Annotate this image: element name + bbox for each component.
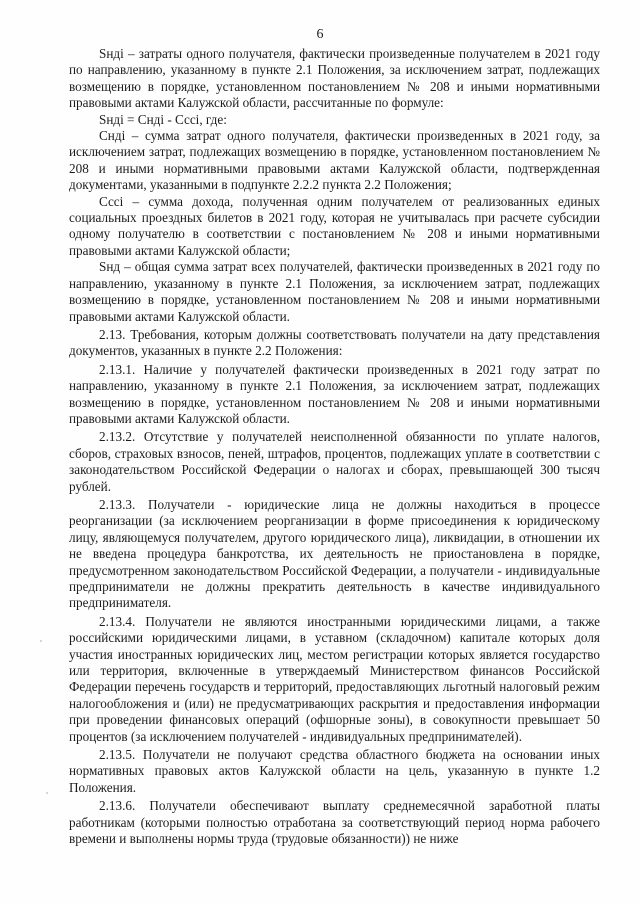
scan-speck <box>46 792 48 794</box>
paragraph-2-13-2: 2.13.2. Отсутствие у получателей неисполненной обязанности по уплате налогов, сборов, страховых взносов, пеней, штрафов, процентов, подлежащих уплате в соответствии с законодательством Российской Федерации о налогах и сборах, превышающей 300 тысяч рублей. <box>69 429 600 494</box>
scan-speck <box>40 640 42 642</box>
paragraph-2-13-6: 2.13.6. Получатели обеспечивают выплату среднемесячной заработной платы работникам (которыми полностью отработана за соответствующий период норма рабочего времени и выполнены нормы труда (трудовые обязанности)) не ниже <box>69 798 600 847</box>
paragraph-2-13: 2.13. Требования, которым должны соответствовать получатели на дату представления документов, указанных в пункте 2.2 Положения: <box>69 326 600 359</box>
paragraph-cnd-i-definition: Снді – сумма затрат одного получателя, фактически произведенных в 2021 году, за исключением затрат, подлежащих возмещению в порядке, установленном постановлением № 208 и иными нормативными правовыми актами Калужской области, подтвержденная документами, указанными в подпункте 2.2.2 пункта 2.2 Положения; <box>69 128 600 193</box>
paragraph-snd-definition: Sнд – общая сумма затрат всех получателей, фактически произведенных в 2021 году по направлению, указанному в пункте 2.1 Положения, за исключением затрат, подлежащих возмещению в порядке, установленном постановлением № 208 и иными нормативными правовыми актами Калужской области. <box>69 259 600 324</box>
paragraph-formula: Sнді = Снді - Сссі, где: <box>99 111 227 127</box>
paragraph-2-13-5: 2.13.5. Получатели не получают средства областного бюджета на основании иных нормативных правовых актов Калужской области на цель, указанную в пункте 1.2 Положения. <box>69 747 600 795</box>
paragraph-2-13-3: 2.13.3. Получатели - юридические лица не должны находиться в процессе реорганизации (за исключением реорганизации в форме присоединения к юридическому лицу, являющемуся получателем, другого юридического лица), ликвидации, в отношении их не введена процедура банкротства, их деятельность не приостановлена в порядке, предусмотренном законодательством Российской Федерации, а получатели - индивидуальные предприниматели не должны прекратить деятельность в качестве индивидуального предпринимателя. <box>69 496 600 611</box>
page-number: 6 <box>316 27 324 42</box>
document-body <box>69 46 600 848</box>
paragraph-2-13-1: 2.13.1. Наличие у получателей фактически произведенных в 2021 году затрат по направлению, указанному в пункте 2.1 Положения, за исключением затрат, подлежащих возмещению в порядке, установленном постановлением № 208 и иными нормативными правовыми актами Калужской области. <box>69 361 600 426</box>
paragraph-snd-i-definition: Sнді – затраты одного получателя, фактически произведенные получателем в 2021 году по направлению, указанному в пункте 2.1 Положения, за исключением затрат, подлежащих возмещению в порядке, установленном постановлением № 208 и иными нормативными правовыми актами Калужской области, рассчитанные по формуле: <box>69 46 600 111</box>
paragraph-2-13-4: 2.13.4. Получатели не являются иностранными юридическими лицами, а также российскими юридическими лицами, в уставном (складочном) капитале которых доля участия иностранных юридических лиц, местом регистрации которых является государство или территория, включенные в утверждаемый Министерством финансов Российской Федерации перечень государств и территорий, предоставляющих льготный налоговый режим налогообложения и (или) не предусматривающих раскрытия и предоставления информации при проведении финансовых операций (офшорные зоны), в совокупности превышает 50 процентов (за исключением получателей - индивидуальных предпринимателей). <box>69 613 600 744</box>
paragraph-ccc-i-definition: Сссі – сумма дохода, полученная одним получателем от реализованных единых социальных проездных билетов в 2021 году, которая не учитывалась при расчете субсидии одному получателю в соответствии с постановлением № 208 и иными нормативными правовыми актами Калужской области; <box>69 193 600 258</box>
